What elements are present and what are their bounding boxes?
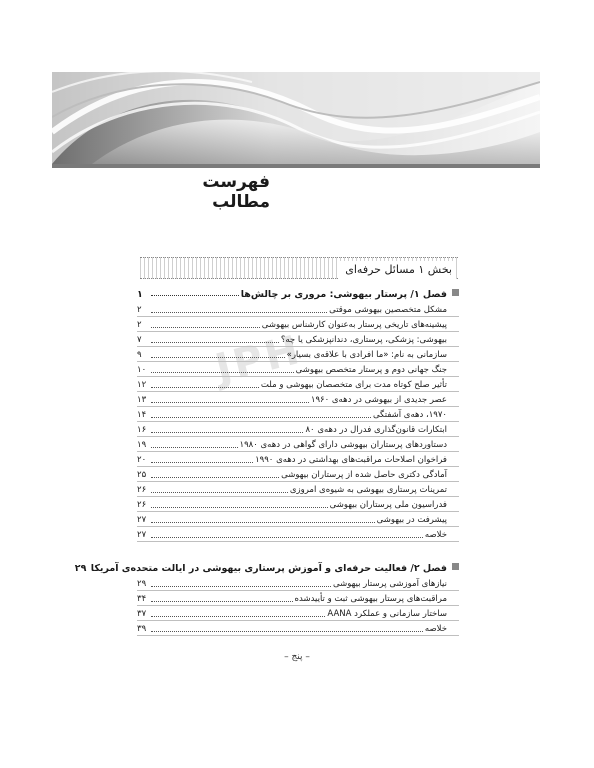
toc-chapter-2 — [74, 558, 459, 636]
toc-entry[interactable] — [137, 302, 459, 317]
entry-text: دستاوردهای پرستاران بیهوشی دارای گواهی در دهه‌ی ۱۹۸۰ — [239, 440, 447, 450]
toc-entry[interactable] — [137, 482, 459, 497]
toc-entry[interactable] — [137, 347, 459, 362]
entry-page: ۲۵ — [137, 470, 147, 480]
leader-dots — [151, 462, 253, 463]
entry-text: ۱۹۷۰، دهه‌ی آشفتگی — [372, 410, 447, 420]
chapter-bullet-icon — [452, 563, 459, 570]
banner-divider — [52, 164, 540, 168]
page-title — [140, 172, 270, 212]
entry-text: جنگ جهانی دوم و پرستار متخصص بیهوشی — [295, 365, 447, 375]
entry-page: ۹ — [137, 350, 142, 360]
entry-page: ۲ — [137, 320, 142, 330]
entry-page: ۲۰ — [137, 455, 147, 465]
toc-entry[interactable] — [137, 422, 459, 437]
page-footer: – پنج – — [284, 652, 310, 662]
entry-text: آمادگی دکتری حاصل شده از پرستاران بیهوشی — [281, 470, 447, 480]
entry-page: ۱۹ — [137, 440, 147, 450]
entry-text: مراقبت‌های پرستار بیهوشی ثبت و تأییدشده — [294, 594, 447, 604]
toc-entry[interactable] — [137, 527, 459, 542]
toc-entry[interactable] — [137, 392, 459, 407]
leader-dots — [151, 537, 423, 538]
entry-text: خلاصه — [424, 624, 447, 634]
entry-page: ۲۷ — [137, 530, 147, 540]
entry-text: ساختار سازمانی و عملکرد AANA — [327, 609, 447, 619]
leader-dots — [151, 432, 303, 433]
chapter-title: فصل ۱/ پرستار بیهوشی: مروری بر چالش‌ها — [240, 289, 447, 300]
entry-page: ۲۶ — [137, 500, 147, 510]
chapter-title: فصل ۲/ فعالیت حرفه‌ای و آموزش پرستاری بیهوشی در ایالت متحده‌ی آمریکا — [90, 563, 447, 574]
entry-page: ۳۹ — [137, 624, 147, 634]
entry-text: پیشرفت در بیهوشی — [376, 515, 447, 525]
entry-text: پیشینه‌های تاریخی پرستار به‌عنوان کارشناس بیهوشی — [261, 320, 447, 330]
part-label: بخش ۱ مسائل حرفه‌ای — [339, 261, 456, 279]
entry-text: نیازهای آموزشی پرستار بیهوشی — [333, 579, 447, 589]
entry-page: ۱۰ — [137, 365, 147, 375]
toc-entry[interactable] — [137, 317, 459, 332]
leader-dots — [151, 631, 423, 632]
leader-dots — [151, 477, 279, 478]
leader-dots — [151, 586, 331, 587]
chapter-page: ۲۹ — [74, 563, 87, 574]
entry-text: خلاصه — [424, 530, 447, 540]
toc-chapter-1 — [137, 284, 459, 542]
part-header — [140, 257, 458, 279]
page-title-text: فهرست مطالب — [202, 172, 270, 212]
watermark: JPH — [211, 326, 307, 393]
toc-entry[interactable] — [137, 591, 459, 606]
chapter-page: ۱ — [137, 289, 143, 300]
toc-entry[interactable] — [137, 621, 459, 636]
toc-entry[interactable] — [137, 467, 459, 482]
entry-text: فراخوان اصلاحات مراقبت‌های بهداشتی در دهه‌ی ۱۹۹۰ — [255, 455, 447, 465]
leader-dots — [151, 342, 279, 343]
entry-text: تمرینات پرستاری بیهوشی به شیوه‌ی امروزی — [289, 485, 447, 495]
entry-text: بیهوشی: پزشکی، پرستاری، دندانپزشکی یا چه؟ — [280, 335, 447, 345]
entry-text: سازمانی به نام: «ما افرادی با علاقه‌ی بسیار» — [286, 350, 447, 360]
entry-page: ۳۴ — [137, 594, 147, 604]
leader-dots — [151, 387, 259, 388]
entry-text: ابتکارات قانون‌گذاری فدرال در دهه‌ی ۸۰ — [305, 425, 447, 435]
entry-page: ۲ — [137, 305, 142, 315]
toc-entry[interactable] — [137, 332, 459, 347]
leader-dots — [151, 372, 294, 373]
swirl-graphic — [52, 72, 540, 164]
toc-entry[interactable] — [137, 606, 459, 621]
chapter-heading[interactable] — [74, 558, 459, 574]
toc-entry[interactable] — [137, 576, 459, 591]
entry-page: ۱۴ — [137, 410, 147, 420]
toc-entry[interactable] — [137, 437, 459, 452]
leader-dots — [151, 492, 288, 493]
leader-dots — [151, 417, 371, 418]
entry-page: ۱۲ — [137, 380, 147, 390]
header-banner — [52, 72, 540, 164]
entry-page: ۱۶ — [137, 425, 147, 435]
leader-dots — [151, 312, 327, 313]
leader-dots — [151, 447, 238, 448]
toc-entry[interactable] — [137, 452, 459, 467]
leader-dots — [151, 522, 375, 523]
leader-dots — [151, 327, 260, 328]
entry-text: مشکل متخصصین بیهوشی موقتی — [329, 305, 447, 315]
leader-dots — [151, 507, 328, 508]
chapter-heading[interactable] — [137, 284, 459, 300]
entry-page: ۲۶ — [137, 485, 147, 495]
entry-page: ۱۳ — [137, 395, 147, 405]
leader-dots — [151, 402, 309, 403]
toc-entry[interactable] — [137, 512, 459, 527]
entry-text: تأثیر صلح کوتاه مدت برای متخصصان بیهوشی و ملت — [260, 380, 447, 390]
entry-page: ۷ — [137, 335, 142, 345]
toc-entry[interactable] — [137, 407, 459, 422]
entry-text: فدراسیون ملی پرستاران بیهوشی — [329, 500, 447, 510]
toc-entry[interactable] — [137, 362, 459, 377]
leader-dots — [151, 295, 239, 296]
leader-dots — [151, 601, 293, 602]
entry-page: ۲۷ — [137, 515, 147, 525]
leader-dots — [151, 357, 285, 358]
toc-entry[interactable] — [137, 497, 459, 512]
chapter-bullet-icon — [452, 289, 459, 296]
leader-dots — [151, 616, 325, 617]
entry-page: ۳۷ — [137, 609, 147, 619]
entry-text: عصر جدیدی از بیهوشی در دهه‌ی ۱۹۶۰ — [310, 395, 447, 405]
toc-entry[interactable] — [137, 377, 459, 392]
entry-page: ۲۹ — [137, 579, 147, 589]
